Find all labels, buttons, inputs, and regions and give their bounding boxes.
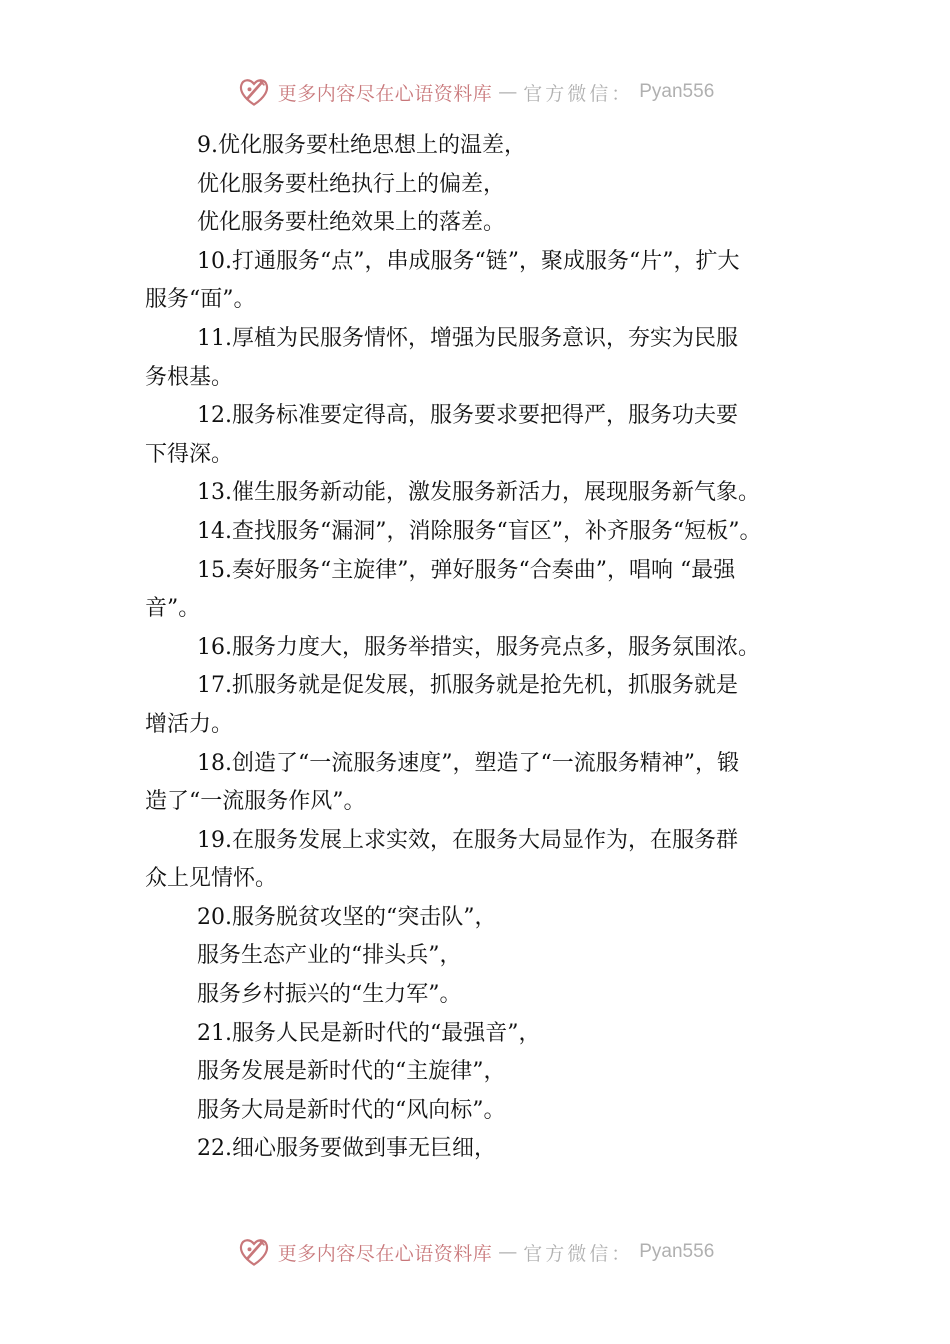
heart-pen-logo-icon xyxy=(236,1234,272,1270)
header-banner-content xyxy=(236,74,715,110)
text-line: 服务“面”。 xyxy=(145,287,256,313)
text-line: 21.服务人民是新时代的“最强音”， xyxy=(197,1020,541,1046)
header-banner xyxy=(0,72,950,112)
text-line: 12.服务标准要定得高，服务要求要把得严，服务功夫要 xyxy=(197,403,738,429)
footer-banner-content xyxy=(236,1234,715,1270)
text-line: 增活力。 xyxy=(145,711,234,737)
text-line: 11.厚植为民服务情怀，增强为民服务意识，夯实为民服 xyxy=(197,325,738,351)
text-line: 优化服务要杜绝效果上的落差。 xyxy=(197,210,506,236)
text-line: 服务生态产业的“排头兵”， xyxy=(197,943,462,969)
text-line: 服务发展是新时代的“主旋律”， xyxy=(197,1059,506,1085)
text-line: 20.服务脱贫攻坚的“突击队”， xyxy=(197,904,497,930)
text-line: 优化服务要杜绝执行上的偏差， xyxy=(197,171,506,197)
footer-banner xyxy=(0,1232,950,1272)
text-line: 10.打通服务“点”，串成服务“链”，聚成服务“片”，扩大 xyxy=(197,248,740,274)
text-line: 9.优化服务要杜绝思想上的温差， xyxy=(197,133,526,158)
footer-separator: — xyxy=(498,1241,518,1263)
header-promo-text: 更多内容尽在心语资料库 xyxy=(277,82,493,105)
text-line: 16.服务力度大，服务举措实，服务亮点多，服务氛围浓。 xyxy=(197,634,760,660)
footer-wechat-label: 官方微信： xyxy=(523,1242,634,1265)
text-line: 15.奏好服务“主旋律”，弹好服务“合奏曲”，唱响 “最强 xyxy=(197,557,736,583)
text-line: 14.查找服务“漏洞”，消除服务“盲区”，补齐服务“短板”。 xyxy=(197,518,762,544)
footer-wechat-id: Pyan556 xyxy=(639,1241,715,1262)
text-line: 服务乡村振兴的“生力军”。 xyxy=(197,982,462,1008)
text-line: 下得深。 xyxy=(145,441,234,467)
text-line: 造了“一流服务作风”。 xyxy=(145,789,366,815)
text-line: 众上见情怀。 xyxy=(145,866,278,892)
text-line: 13.催生服务新动能，激发服务新活力，展现服务新气象。 xyxy=(197,480,760,506)
text-line: 17.抓服务就是促发展，抓服务就是抢先机，抓服务就是 xyxy=(197,673,738,699)
header-separator: — xyxy=(498,81,518,103)
text-line: 服务大局是新时代的“风向标”。 xyxy=(197,1097,506,1123)
header-wechat-id: Pyan556 xyxy=(639,81,715,102)
text-line: 22.细心服务要做到事无巨细， xyxy=(197,1136,496,1162)
footer-promo-text: 更多内容尽在心语资料库 xyxy=(277,1242,493,1265)
header-wechat-label: 官方微信： xyxy=(523,82,634,105)
text-line: 务根基。 xyxy=(145,364,234,390)
text-line: 音”。 xyxy=(145,596,201,622)
text-line: 18.创造了“一流服务速度”，塑造了“一流服务精神”，锻 xyxy=(197,750,739,776)
heart-pen-logo-icon xyxy=(236,74,272,110)
text-line: 19.在服务发展上求实效，在服务大局显作为，在服务群 xyxy=(197,827,738,853)
document-body xyxy=(145,127,810,1169)
